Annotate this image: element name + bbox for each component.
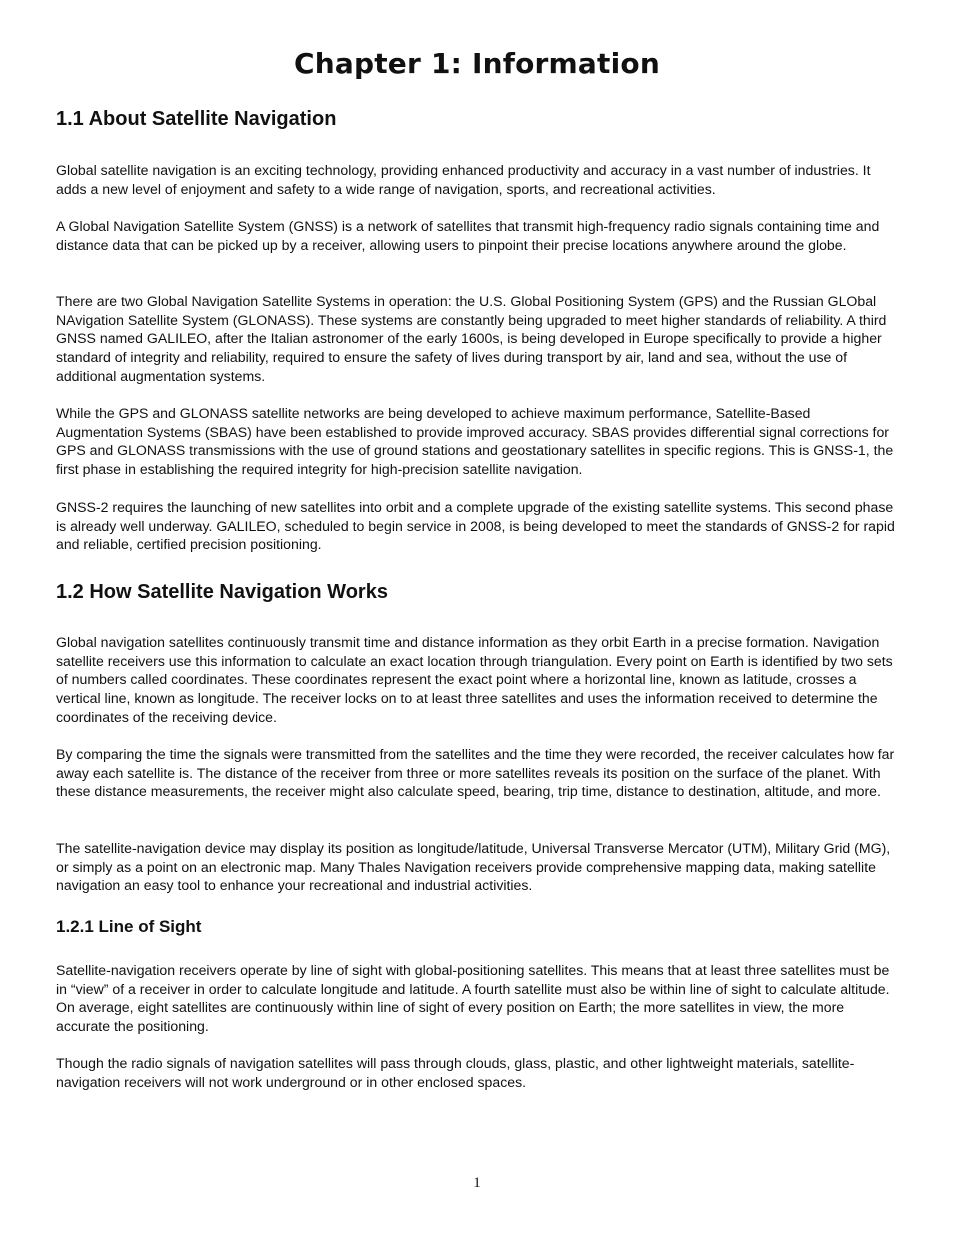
paragraph: A Global Navigation Satellite System (GNSS) is a network of satellites that transmit high-frequency radio signals containing time and distance data that can be picked up by a receiver, allowing users to pinpoint their precise locations anywhere around the globe. xyxy=(56,218,880,253)
section-heading-1-2: 1.2 How Satellite Navigation Works xyxy=(56,581,388,603)
paragraph: GNSS-2 requires the launching of new satellites into orbit and a complete upgrade of the existing satellite systems. This second phase is already well underway. GALILEO, scheduled to begin service in 2008, is being developed to meet the standards of GNSS-2 for rapid and reliable, certified precision positioning. xyxy=(56,499,895,553)
paragraph: Global navigation satellites continuously transmit time and distance information as they orbit Earth in a precise formation. Navigation satellite receivers use this information to calculate an exact location through triangulation. Every point on Earth is identified by two sets of numbers called coordinates. These coordinates represent the exact point where a horizontal line, known as latitude, crosses a vertical line, known as longitude. The receiver locks on to at least three satellites and uses the information received to determine the coordinates of the receiving device. xyxy=(56,634,893,725)
paragraph: By comparing the time the signals were transmitted from the satellites and the time they were recorded, the receiver calculates how far away each satellite is. The distance of the receiver from three or more satellites reveals its position on the surface of the planet. With these distance measurements, the receiver might also calculate speed, bearing, trip time, distance to destination, altitude, and more. xyxy=(56,746,895,800)
page-number: 1 xyxy=(473,1175,481,1191)
paragraph: While the GPS and GLONASS satellite networks are being developed to achieve maximum performance, Satellite-Based Augmentation Systems (SBAS) have been established to provide improved accuracy. SBAS provides differential signal corrections for GPS and GLONASS transmissions with the use of ground stations and geostationary satellites in specific regions. This is GNSS-1, the first phase in establishing the required integrity for high-precision satellite navigation. xyxy=(56,405,894,478)
section-heading-1-1: 1.1 About Satellite Navigation xyxy=(56,108,337,130)
paragraph: Though the radio signals of navigation satellites will pass through clouds, glass, plastic, and other lightweight materials, satellite-navigation receivers will not work underground or in other enclosed spaces. xyxy=(56,1055,855,1090)
paragraph: Satellite-navigation receivers operate by line of sight with global-positioning satellites. This means that at least three satellites must be in “view” of a receiver in order to calculate longitude and latitude. A fourth satellite must also be within line of sight to calculate altitude. On average, eight satellites are continuously within line of sight of every position on Earth; the more satellites in view, the more accurate the positioning. xyxy=(56,962,890,1035)
section-heading-1-2-1: 1.2.1 Line of Sight xyxy=(56,917,202,936)
paragraph: There are two Global Navigation Satellite Systems in operation: the U.S. Global Positioning System (GPS) and the Russian GLObal NAvigation Satellite System (GLONASS). These systems are constantly being upgraded to meet higher standards of reliability. A third GNSS named GALILEO, after the Italian astronomer of the early 1600s, is being developed in Europe specifically to provide a higher standard of integrity and reliability, required to ensure the safety of lives during transport by air, land and sea, without the use of additional augmentation systems. xyxy=(56,293,887,384)
chapter-title: Chapter 1: Information xyxy=(294,47,660,80)
paragraph: The satellite-navigation device may display its position as longitude/latitude, Universal Transverse Mercator (UTM), Military Grid (MG), or simply as a point on an electronic map. Many Thales Navigation receivers provide comprehensive mapping data, making satellite navigation an easy tool to enhance your recreational and industrial activities. xyxy=(56,840,891,894)
paragraph: Global satellite navigation is an exciting technology, providing enhanced productivity and accuracy in a vast number of industries. It adds a new level of enjoyment and safety to a wide range of navigation, sports, and recreational activities. xyxy=(56,162,871,197)
